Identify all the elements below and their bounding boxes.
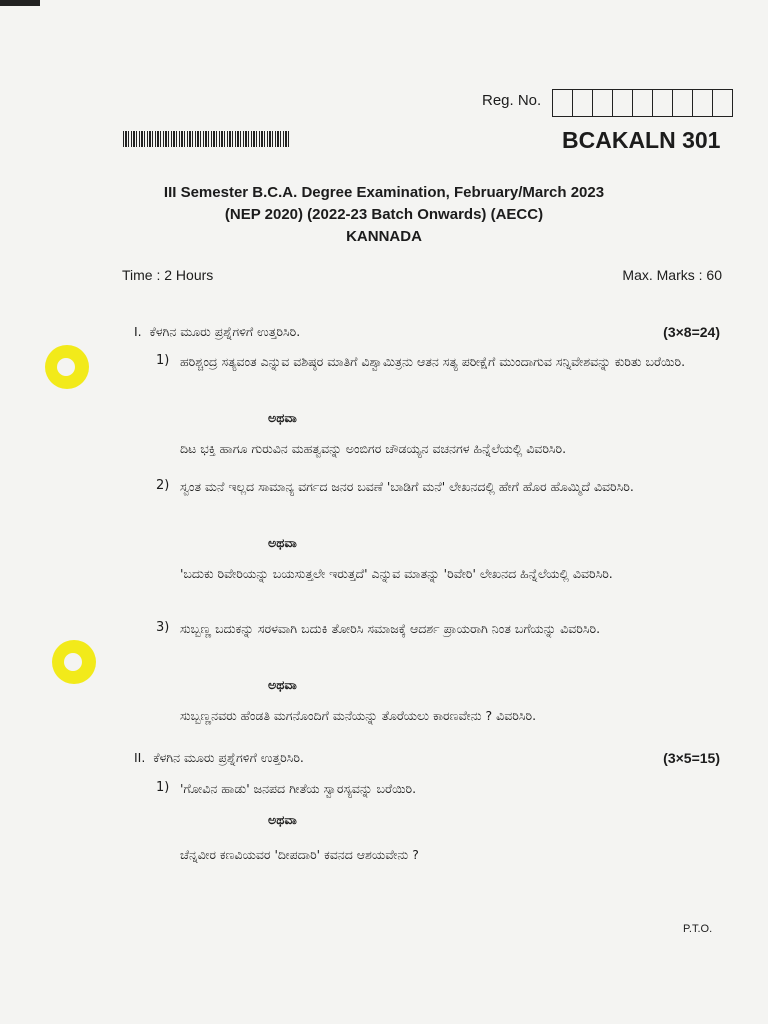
section-instruction: ಕೆಳಗಿನ ಮೂರು ಪ್ರಶ್ನೆಗಳಿಗೆ ಉತ್ತರಿಸಿರಿ.: [153, 750, 304, 765]
alternative-question: ದಿಟ ಭಕ್ತಿ ಹಾಗೂ ಗುರುವಿನ ಮಹತ್ವವನ್ನು ಅಂಬಿಗರ ಚೌಡಯ್ಯನ ವಚನಗಳ ಹಿನ್ನೆಲೆಯಲ್ಲಿ ವಿವರಿಸಿರಿ.: [180, 441, 567, 456]
alternative-question: 'ಬದುಕು ರಿವೇರಿಯನ್ನು ಬಯಸುತ್ತಲೇ ಇರುತ್ತದೆ' ಎನ್ನುವ ಮಾತನ್ನು 'ರಿವೇರಿ' ಲೇಖನದ ಹಿನ್ನೆಲೆಯಲ್ಲಿ ವಿವರಿಸಿರಿ.: [180, 566, 613, 581]
reg-no-box[interactable]: [613, 90, 633, 116]
question-number: 1): [156, 353, 170, 368]
section-number: II.: [134, 750, 146, 765]
or-label: ಅಥವಾ: [268, 812, 297, 827]
reg-no-box[interactable]: [673, 90, 693, 116]
reg-no-label: Reg. No.: [482, 92, 542, 109]
question-number: 1): [156, 780, 170, 795]
reg-no-box[interactable]: [593, 90, 613, 116]
section-number: I.: [134, 324, 142, 339]
or-label: ಅಥವಾ: [268, 677, 297, 692]
question-text: ಸ್ವಂತ ಮನೆ ಇಲ್ಲದ ಸಾಮಾನ್ಯ ವರ್ಗದ ಜನರ ಬವಣೆ 'ಬಾಡಿಗೆ ಮನೆ' ಲೇಖನದಲ್ಲಿ ಹೇಗೆ ಹೊರ ಹೊಮ್ಮಿದೆ ವಿವರಿಸಿರಿ.: [180, 479, 634, 494]
punch-hole-top: [45, 345, 89, 389]
reg-no-box[interactable]: [633, 90, 653, 116]
question-text: ಹರಿಶ್ಚಂದ್ರ ಸತ್ಯವಂತ ಎನ್ನುವ ವಶಿಷ್ಠರ ಮಾತಿಗೆ ವಿಶ್ವಾಮಿತ್ರನು ಆತನ ಸತ್ಯ ಪರೀಕ್ಷೆಗೆ ಮುಂದಾಗುವ ಸನ್ನಿವೇಶವನ್ನು ಕುರಿತು ಬರೆಯಿರಿ.: [180, 354, 686, 369]
reg-no-box[interactable]: [713, 90, 732, 116]
reg-no-box[interactable]: [653, 90, 673, 116]
section-marks: (3×5=15): [663, 750, 720, 766]
reg-no-boxes[interactable]: [552, 89, 733, 117]
reg-no-box[interactable]: [553, 90, 573, 116]
exam-time: Time : 2 Hours: [122, 267, 214, 283]
question-number: 2): [156, 478, 170, 493]
section-instruction: ಕೆಳಗಿನ ಮೂರು ಪ್ರಶ್ನೆಗಳಿಗೆ ಉತ್ತರಿಸಿರಿ.: [149, 324, 301, 339]
exam-title: III Semester B.C.A. Degree Examination, February/March 2023: [163, 184, 605, 201]
please-turn-over: P.T.O.: [683, 923, 713, 935]
barcode: [123, 131, 289, 147]
or-label: ಅಥವಾ: [268, 410, 297, 425]
alternative-question: ಸುಬ್ಬಣ್ಣನವರು ಹೆಂಡತಿ ಮಗನೊಂದಿಗೆ ಮನೆಯನ್ನು ತೊರೆಯಲು ಕಾರಣವೇನು ? ವಿವರಿಸಿರಿ.: [180, 708, 537, 723]
alternative-question: ಚೆನ್ನವೀರ ಕಣವಿಯವರ 'ದೀಪದಾರಿ' ಕವನದ ಆಶಯವೇನು ?: [180, 847, 419, 862]
exam-subject: KANNADA: [346, 228, 422, 245]
section-marks: (3×8=24): [663, 324, 720, 340]
scan-corner-mark: [0, 0, 40, 6]
question-text: ಸುಬ್ಬಣ್ಣ ಬದುಕನ್ನು ಸರಳವಾಗಿ ಬದುಕಿ ತೋರಿಸಿ ಸಮಾಜಕ್ಕೆ ಆದರ್ಶ ಪ್ರಾಯರಾಗಿ ನಿಂತ ಬಗೆಯನ್ನು ವಿವರಿಸಿರಿ.: [180, 621, 601, 636]
or-label: ಅಥವಾ: [268, 535, 297, 550]
punch-hole-bottom: [52, 640, 96, 684]
reg-no-box[interactable]: [573, 90, 593, 116]
question-text: 'ಗೋವಿನ ಹಾಡು' ಜನಪದ ಗೀತೆಯ ಸ್ವಾರಸ್ಯವನ್ನು ಬರೆಯಿರಿ.: [180, 781, 417, 796]
exam-subtitle: (NEP 2020) (2022-23 Batch Onwards) (AECC): [224, 206, 544, 223]
paper-code: BCAKALN 301: [562, 127, 721, 153]
max-marks: Max. Marks : 60: [622, 267, 722, 283]
reg-no-box[interactable]: [693, 90, 713, 116]
question-number: 3): [156, 620, 170, 635]
section-heading: [134, 324, 300, 340]
section-heading: [134, 750, 304, 766]
